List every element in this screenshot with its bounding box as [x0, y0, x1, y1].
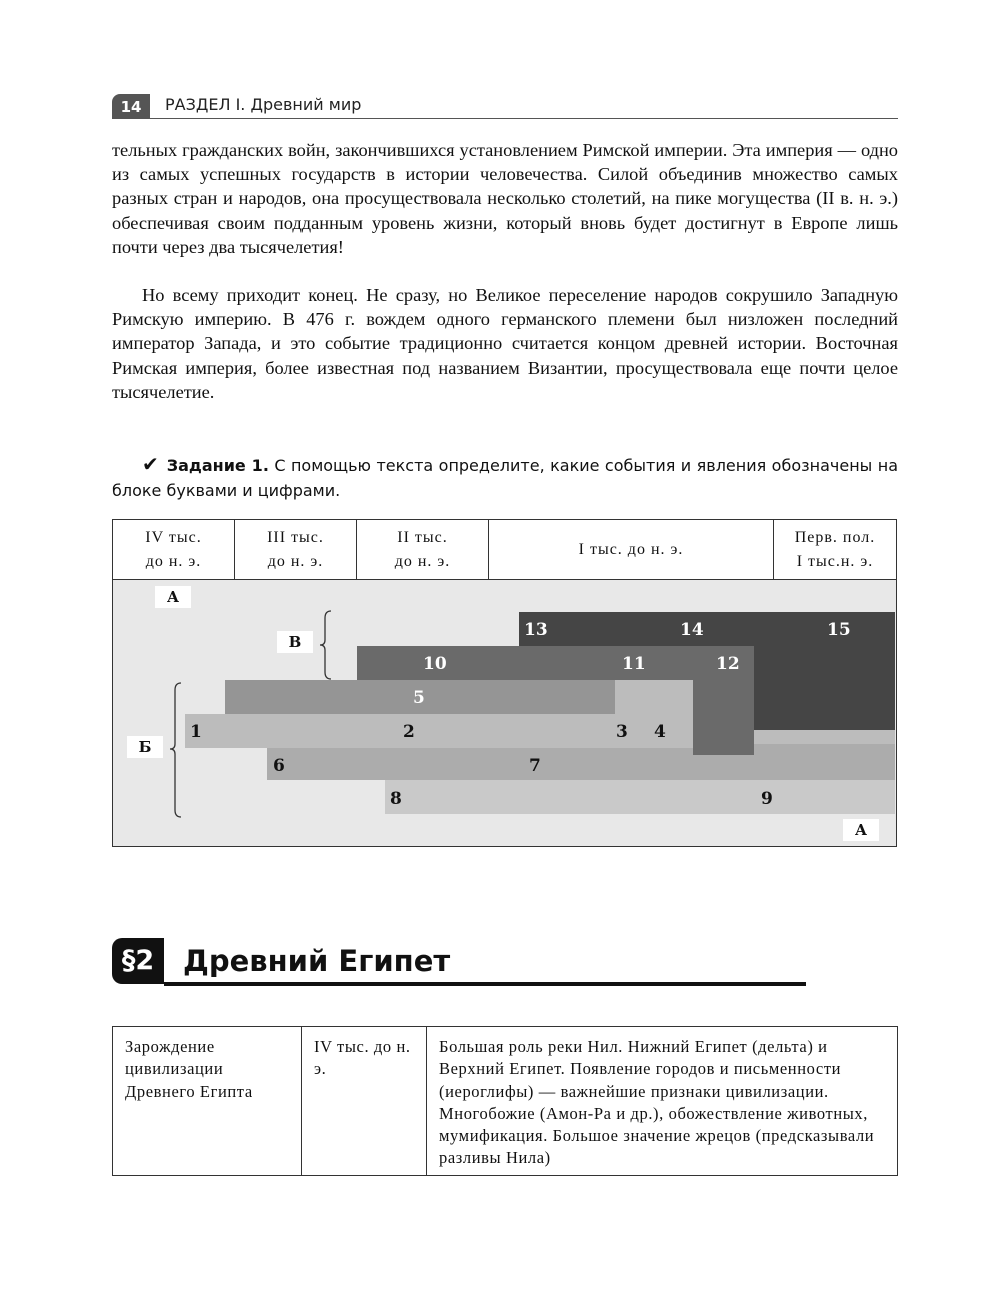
bar-15-tail — [753, 646, 895, 730]
period-label: II тыс. — [397, 528, 448, 546]
letter-v: В — [277, 631, 313, 653]
description-cell: Большая роль реки Нил. Нижний Египет (дельта) и Верхний Египет. Появление городов и письменности (иероглифы) — важнейшие признаки цивилизации. Многобожие (Амон-Ра и др.), обожествление животных, мумификация. Большое значение жрецов (предсказывали разливы Нила) — [427, 1027, 898, 1176]
period-cell — [357, 520, 489, 579]
timeline-header-row — [113, 520, 896, 580]
label-7: 7 — [529, 756, 541, 776]
letter-b: Б — [127, 736, 163, 758]
timeline-diagram — [112, 519, 897, 847]
brace-b-icon — [169, 682, 183, 818]
egypt-summary-table — [112, 1026, 898, 1176]
chapter-badge: §2 — [112, 938, 164, 984]
label-10: 10 — [423, 654, 447, 674]
period-label: до н. э. — [145, 552, 202, 570]
label-1: 1 — [190, 722, 202, 742]
bar-6-7-mid — [693, 755, 754, 780]
label-5: 5 — [413, 688, 425, 708]
period-label: I тыс.н. э. — [796, 552, 874, 570]
label-13: 13 — [524, 620, 548, 640]
page-header — [112, 92, 898, 119]
period-cell — [774, 520, 896, 579]
label-11: 11 — [622, 654, 646, 674]
period-label: IV тыс. — [145, 528, 202, 546]
label-12: 12 — [716, 654, 740, 674]
period-label: до н. э. — [394, 552, 451, 570]
bar-light-strip — [754, 730, 895, 744]
letter-a-bottom: А — [843, 819, 879, 841]
bar-8-9 — [385, 780, 895, 814]
label-4: 4 — [654, 722, 666, 742]
letter-a-top: А — [155, 586, 191, 608]
bar-10-12 — [357, 646, 754, 680]
label-8: 8 — [390, 789, 402, 809]
bar-6-7-right — [754, 744, 895, 780]
period-label: Перв. пол. — [794, 528, 876, 546]
chapter-underline — [164, 982, 806, 986]
period-cell: IV тыс. до н. э. — [302, 1027, 427, 1176]
label-6: 6 — [273, 756, 285, 776]
chapter-title: Древний Египет — [183, 944, 451, 978]
table-row — [113, 1027, 898, 1176]
paragraph-text: Но всему приходит конец. Не сразу, но Великое переселение народов сокрушило Западную Римскую империю. В 476 г. вождем одного германского племени был низложен последний император Запада, и это событие традиционно считается концом древней истории. Восточная Римская империя, более известная под названием Византии, просуществовала еще почти целое тысячелетие. — [112, 285, 898, 402]
bar-3-4-upper — [615, 680, 693, 714]
task-title: Задание 1. — [166, 456, 269, 475]
page-number: 14 — [112, 94, 150, 118]
label-3: 3 — [616, 722, 628, 742]
label-15: 15 — [827, 620, 851, 640]
brace-v-icon — [319, 610, 333, 680]
paragraph-text: тельных гражданских войн, закончившихся установлением Римской империи. Эта империя — одно из самых успешных государств в истории человечества. Силой объединив множество самых разных стран и народов, она просуществовала несколько столетий, на пике могущества (II в. н. э.) обеспечивая своим подданным уровень жизни, который вновь будет достигнут в Европе лишь почти через два тысячелетия! — [112, 140, 898, 257]
topic-cell: Зарождение цивилизации Древнего Египта — [113, 1027, 302, 1176]
period-label: до н. э. — [267, 552, 324, 570]
checkmark-icon: ✔ — [142, 452, 159, 476]
bar-12-tail — [693, 680, 754, 755]
bar-6-7 — [267, 748, 693, 780]
period-cell — [235, 520, 357, 579]
body-paragraph-1 — [112, 138, 898, 259]
label-2: 2 — [403, 722, 415, 742]
period-cell — [489, 520, 774, 579]
period-label: I тыс. до н. э. — [578, 540, 684, 558]
body-paragraph-2 — [112, 283, 898, 404]
label-9: 9 — [761, 789, 773, 809]
task-1 — [112, 452, 898, 503]
task-text: С помощью текста определите, какие события и явления обозначены на блоке буквами и цифрами. — [112, 456, 898, 500]
label-14: 14 — [680, 620, 704, 640]
period-cell — [113, 520, 235, 579]
running-section-title: РАЗДЕЛ I. Древний мир — [165, 95, 362, 114]
period-label: III тыс. — [267, 528, 324, 546]
